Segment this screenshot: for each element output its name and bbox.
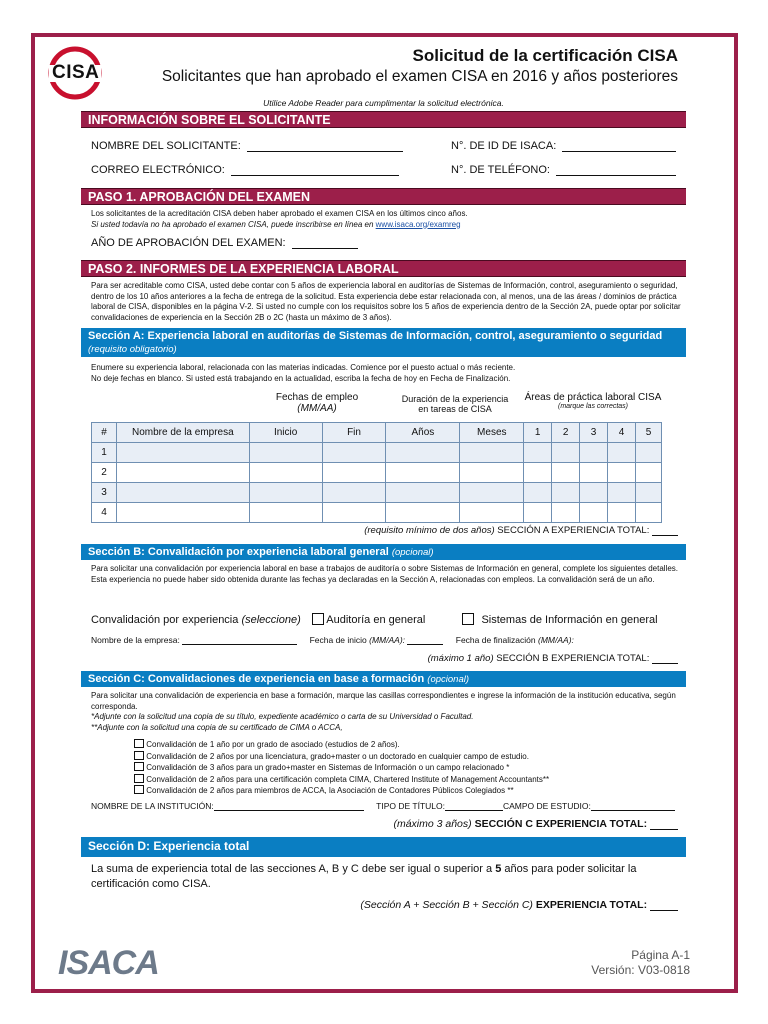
years-cell[interactable] <box>386 443 460 463</box>
col-header: Meses <box>460 423 524 443</box>
section-a-title: Sección A: Experiencia laboral en auditorías de Sistemas de Información, control, aseguramiento o seguridad <box>88 330 663 342</box>
education-option <box>134 774 684 786</box>
experience-duration-group <box>386 394 524 414</box>
area-cell[interactable] <box>524 443 552 463</box>
section-c-note1: *Adjunte con la solicitud una copia de su título, expediente académico o carta de su Universidad o Facultad. <box>91 712 474 721</box>
section-b-total-label: SECCIÓN B EXPERIENCIA TOTAL: <box>496 653 650 664</box>
form-title: Solicitud de la certificación CISA <box>412 46 678 65</box>
general-is-label: Sistemas de Información en general <box>481 614 658 626</box>
grand-total-row <box>200 899 678 911</box>
degree-type-field[interactable] <box>445 802 503 811</box>
start-cell[interactable] <box>249 443 322 463</box>
education-checkbox[interactable] <box>134 751 144 760</box>
education-checkbox[interactable] <box>134 762 144 771</box>
col-header: Nombre de la empresa <box>116 423 249 443</box>
table-row <box>92 503 662 523</box>
area-cell[interactable] <box>552 443 580 463</box>
section-b-choice-row <box>91 613 681 626</box>
years-cell[interactable] <box>386 503 460 523</box>
general-audit-checkbox[interactable] <box>312 613 324 625</box>
practice-areas-group <box>518 392 668 410</box>
row-number: 4 <box>92 503 117 523</box>
company-cell[interactable] <box>116 483 249 503</box>
practice-areas-label: Áreas de práctica laboral CISA <box>524 392 662 403</box>
col-header: # <box>92 423 117 443</box>
years-cell[interactable] <box>386 483 460 503</box>
practice-areas-sub: (marque las correctas) <box>557 403 629 410</box>
end-date-label: Fecha de finalización <box>455 635 536 645</box>
row-number: 2 <box>92 463 117 483</box>
step1-heading: PASO 1. APROBACIÓN DEL EXAMEN <box>81 188 686 205</box>
area-cell[interactable] <box>635 443 661 463</box>
company-cell[interactable] <box>116 503 249 523</box>
end-cell[interactable] <box>322 503 386 523</box>
section-b-total-field[interactable] <box>652 653 678 664</box>
version-label: Versión: V03-0818 <box>591 963 690 977</box>
education-option <box>134 739 684 751</box>
education-checkbox[interactable] <box>134 774 144 783</box>
step1-text-line2: Si usted todavía no ha aprobado el examen CISA, puede inscribirse en línea en <box>91 219 374 229</box>
isaca-id-field[interactable] <box>562 141 676 152</box>
col-header: 5 <box>635 423 661 443</box>
employment-dates-format: (MM/AA) <box>297 403 337 414</box>
education-option-label: Convalidación de 2 años para una certificación completa CIMA, Chartered Institute of Management Accountants** <box>146 774 550 784</box>
area-cell[interactable] <box>580 463 608 483</box>
area-cell[interactable] <box>635 503 661 523</box>
row-number: 3 <box>92 483 117 503</box>
col-header: 2 <box>552 423 580 443</box>
phone-field[interactable] <box>556 165 676 176</box>
section-b-total-row <box>200 653 678 664</box>
exam-registration-link[interactable]: www.isaca.org/examreg <box>375 219 461 229</box>
email-label: CORREO ELECTRÓNICO: <box>91 164 225 176</box>
area-cell[interactable] <box>524 483 552 503</box>
col-header: 4 <box>608 423 636 443</box>
field-of-study-field[interactable] <box>591 802 675 811</box>
instruction-note: Utilice Adobe Reader para cumplimentar la solicitud electrónica. <box>263 98 504 108</box>
exam-year-label: AÑO DE APROBACIÓN DEL EXAMEN: <box>91 237 286 249</box>
experience-table-header <box>92 423 662 443</box>
step2-text: Para ser acreditable como CISA, usted debe contar con 5 años de experiencia laboral en auditorías de Sistemas de Información, control, aseguramiento o seguridad, dentro de los 10 años anteriores a la fecha de entrega de la solicitud. Esta experiencia debe estar relacionada con, al menos, una de las áreas / dominios de práctica laboral de CISA, disponibles en la página V-2. Si usted no cumple con los requisitos sobre los 5 años de experiencia dentro de la Sección 2A, puede optar por solicitar convalidaciones de experiencia en la Sección 2B o 2C (hasta un máximo de 3 años). <box>91 281 681 322</box>
section-b-text-line1: Para solicitar una convalidación por experiencia laboral en base a trabajos de auditoría o sobre Sistemas de Información en general, complete los siguientes detalles. <box>91 564 679 573</box>
end-date-format: (MM/AA): <box>538 635 574 645</box>
institution-field[interactable] <box>214 802 364 811</box>
education-option-label: Convalidación de 3 años para un grado+master en Sistemas de Información o un campo relacionado * <box>146 763 510 772</box>
applicant-name-row <box>91 140 403 152</box>
start-date-format: (MM/AA): <box>369 635 406 645</box>
field-of-study-label: CAMPO DE ESTUDIO: <box>502 801 591 811</box>
section-c-heading <box>81 671 686 687</box>
education-option-label: Convalidación de 2 años por una licenciatura, grado+master o un doctorado en cualquier campo de estudio. <box>146 751 529 761</box>
page-number: Página A-1 <box>631 948 690 962</box>
isaca-logo: ISACA <box>58 944 159 982</box>
institution-label: NOMBRE DE LA INSTITUCIÓN: <box>91 801 214 811</box>
area-cell[interactable] <box>608 483 636 503</box>
education-option <box>134 762 684 774</box>
applicant-section-heading: INFORMACIÓN SOBRE EL SOLICITANTE <box>81 111 686 128</box>
start-cell[interactable] <box>249 503 322 523</box>
area-cell[interactable] <box>580 483 608 503</box>
col-header: 1 <box>524 423 552 443</box>
area-cell[interactable] <box>580 503 608 523</box>
phone-label: N°. DE TELÉFONO: <box>451 164 550 176</box>
area-cell[interactable] <box>580 443 608 463</box>
phone-row <box>451 164 676 176</box>
step1-text <box>91 209 681 230</box>
start-date-label: Fecha de inicio <box>309 635 367 645</box>
table-row <box>92 443 662 463</box>
months-cell[interactable] <box>460 443 524 463</box>
section-a-text <box>91 363 681 384</box>
area-cell[interactable] <box>608 443 636 463</box>
education-option <box>134 751 684 763</box>
section-b-details-row <box>91 635 681 645</box>
months-cell[interactable] <box>460 483 524 503</box>
degree-type-label: TIPO DE TÍTULO: <box>376 801 445 811</box>
area-cell[interactable] <box>608 503 636 523</box>
section-d-text-a: La suma de experiencia total de las secciones A, B y C debe ser igual o superior a <box>91 863 493 875</box>
area-cell[interactable] <box>552 463 580 483</box>
section-a-total-row <box>200 525 678 536</box>
end-cell[interactable] <box>322 443 386 463</box>
isaca-id-row <box>451 140 676 152</box>
general-is-checkbox[interactable] <box>462 613 474 625</box>
col-header: Inicio <box>249 423 322 443</box>
section-c-title: Sección C: Convalidaciones de experiencia en base a formación <box>88 673 425 685</box>
area-cell[interactable] <box>524 463 552 483</box>
table-row <box>92 463 662 483</box>
section-a-note: (requisito obligatorio) <box>88 344 177 355</box>
section-c-total-field[interactable] <box>650 819 678 830</box>
section-b-title: Sección B: Convalidación por experiencia laboral general <box>88 546 389 558</box>
end-cell[interactable] <box>322 463 386 483</box>
section-a-total-label: SECCIÓN A EXPERIENCIA TOTAL: <box>497 525 650 536</box>
step1-text-line1: Los solicitantes de la acreditación CISA deben haber aprobado el examen CISA en los últimos cinco años. <box>91 209 468 218</box>
section-b-choice-note: (seleccione) <box>241 614 301 626</box>
employment-dates-group <box>248 392 386 414</box>
company-name-label: Nombre de la empresa: <box>91 635 180 645</box>
section-a-text-line2: No deje fechas en blanco. Si usted está trabajando en la actualidad, escriba la fecha de hoy en Fecha de Finalización. <box>91 373 511 383</box>
education-checkbox[interactable] <box>134 785 144 794</box>
section-c-total-label: SECCIÓN C EXPERIENCIA TOTAL: <box>474 818 648 830</box>
start-cell[interactable] <box>249 483 322 503</box>
area-cell[interactable] <box>635 463 661 483</box>
exam-year-row <box>91 237 358 249</box>
section-b-choice-label: Convalidación por experiencia <box>91 614 239 626</box>
company-cell[interactable] <box>116 443 249 463</box>
section-b-heading <box>81 544 686 560</box>
isaca-id-label: N°. DE ID DE ISACA: <box>451 140 557 152</box>
start-date-field[interactable] <box>407 636 443 645</box>
section-b-note: (opcional) <box>391 547 434 558</box>
years-cell[interactable] <box>386 463 460 483</box>
step2-heading: PASO 2. INFORMES DE LA EXPERIENCIA LABORAL <box>81 260 686 277</box>
section-a-heading <box>81 328 686 357</box>
section-a-total-field[interactable] <box>652 525 678 536</box>
area-cell[interactable] <box>552 483 580 503</box>
section-c-options <box>134 739 684 797</box>
education-checkbox[interactable] <box>134 739 144 748</box>
row-number: 1 <box>92 443 117 463</box>
email-field[interactable] <box>231 165 399 176</box>
form-subtitle: Solicitantes que han aprobado el examen CISA en 2016 y años posteriores <box>161 68 678 85</box>
area-cell[interactable] <box>608 463 636 483</box>
end-cell[interactable] <box>322 483 386 503</box>
cisa-logo-text: CISA <box>52 62 100 83</box>
months-cell[interactable] <box>460 463 524 483</box>
cisa-logo <box>46 44 104 102</box>
section-d-years: 5 <box>495 863 502 875</box>
experience-table <box>91 422 662 523</box>
col-header: 3 <box>580 423 608 443</box>
education-option-label: Convalidación de 1 año por un grado de asociado (estudios de 2 años). <box>146 740 400 749</box>
section-b-total-note: (máximo 1 año) <box>427 653 494 664</box>
applicant-name-field[interactable] <box>247 141 403 152</box>
col-header: Años <box>386 423 460 443</box>
section-c-text <box>91 691 681 733</box>
experience-duration-sub: en tareas de CISA <box>418 404 492 414</box>
section-d-text-b: años para poder solicitar la certificación como CISA. <box>91 863 637 890</box>
employment-dates-label: Fechas de empleo <box>275 392 359 403</box>
section-d-text <box>91 862 681 892</box>
section-c-note: (opcional) <box>427 674 470 685</box>
applicant-name-label: NOMBRE DEL SOLICITANTE: <box>91 140 241 152</box>
grand-total-note: (Sección A + Sección B + Sección C) <box>360 899 533 911</box>
exam-year-field[interactable] <box>292 238 358 249</box>
education-option-label: Convalidación de 2 años para miembros de ACCA, la Asociación de Contadores Públicos Colegiados ** <box>146 786 514 795</box>
grand-total-field[interactable] <box>650 900 678 911</box>
section-c-note2: **Adjunte con la solicitud una copia de su certificado de CIMA o ACCA, <box>91 722 343 732</box>
grand-total-label: EXPERIENCIA TOTAL: <box>535 899 648 911</box>
general-audit-label: Auditoría en general <box>326 614 426 626</box>
area-cell[interactable] <box>552 503 580 523</box>
education-option <box>134 785 684 797</box>
company-name-field[interactable] <box>182 636 297 645</box>
col-header: Fin <box>322 423 386 443</box>
section-b-text-line2: Esta experiencia no puede haber sido obtenida durante las fechas ya declaradas en la Sección A, relacionadas con empleos. La convalidación será de un año. <box>91 574 655 584</box>
section-c-total-note: (máximo 3 años) <box>393 818 472 830</box>
area-cell[interactable] <box>524 503 552 523</box>
table-row <box>92 483 662 503</box>
section-c-details-row <box>91 801 681 811</box>
start-cell[interactable] <box>249 463 322 483</box>
section-d-heading: Sección D: Experiencia total <box>81 837 686 857</box>
email-row <box>91 164 399 176</box>
experience-duration-label: Duración de la experiencia <box>401 394 509 404</box>
section-b-text <box>91 564 681 585</box>
section-c-total-row <box>200 818 678 830</box>
section-a-total-note: (requisito mínimo de dos años) <box>364 525 495 536</box>
company-cell[interactable] <box>116 463 249 483</box>
area-cell[interactable] <box>635 483 661 503</box>
section-c-text-line1: Para solicitar una convalidación de experiencia en base a formación, marque las casillas correspondientes e ingrese la información de la institución educativa, según corresponda. <box>91 691 676 711</box>
section-a-text-line1: Enumere su experiencia laboral, relacionada con las materias indicadas. Comience por el puesto actual o más reciente. <box>91 363 516 372</box>
months-cell[interactable] <box>460 503 524 523</box>
